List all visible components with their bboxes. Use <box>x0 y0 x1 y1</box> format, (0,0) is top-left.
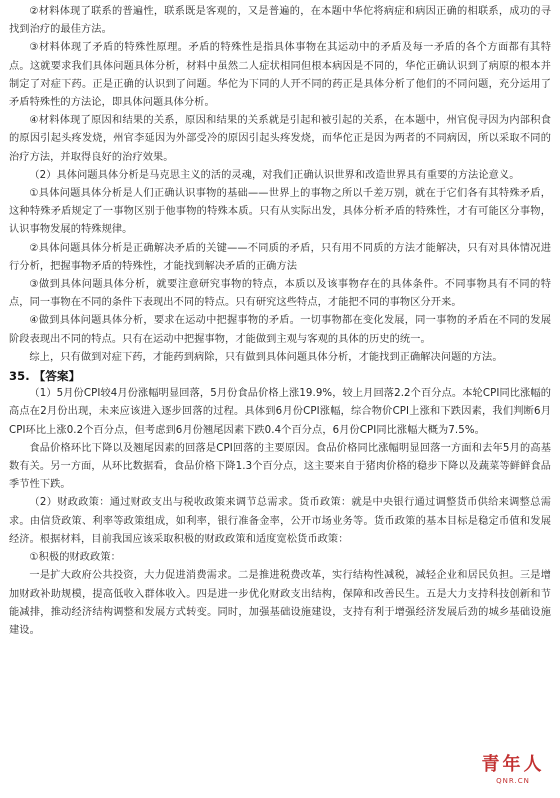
answer-fiscal-measures: 一是扩大政府公共投资，大力促进消费需求。二是推进税费改革，实行结构性减税，减轻企业和居民负担。三是增加财政补助规模，提高低收入群体收入。四是进一步优化财政支出结构，保障和改善民生。五是大力支持科技创新和节能减排，推动经济结构调整和发展方式转变。同时，加强基础设施建设，支持有利于增强经济发展后劲的城乡基础设施建设。 <box>9 570 551 636</box>
paragraph-part-2-intro: （2）具体问题具体分析是马克思主义的活的灵魂，对我们正确认识世界和改造世界具有重要的方法论意义。 <box>29 169 520 181</box>
answer-policy-paragraph: （2）财政政策：通过财政支出与税收政策来调节总需求。货币政策：就是中央银行通过调整货币供给来调整总需求。由信贷政策、利率等政策组成，如利率，银行准备金率，公开市场业务等。货币政策的基本目标是稳定币值和发展经济。根据材料，目前我国应该采取积极的财政政策和适度宽松货币政策： <box>9 497 551 545</box>
watermark-sub-text: QNR.CN <box>496 777 530 785</box>
paragraph-conclusion: 综上，只有做到对症下药，才能药到病除，只有做到具体问题具体分析，才能找到正确解决问题的方法。 <box>29 351 503 363</box>
question-35-heading <box>9 367 551 385</box>
paragraph-cause-effect: ④材料体现了原因和结果的关系，原因和结果的关系就是引起和被引起的关系，在本题中，州官倪寻因为内部积食的原因引起头疼发烧，州官李延因为外部受冷的原因引起头疼发烧，而华佗正是因为两者的不同病因，所以采取不同的治疗方法，并取得良好的治疗效果。 <box>9 115 551 163</box>
paragraph-contradiction-particularity: ③材料体现了矛盾的特殊性原理。矛盾的特殊性是指具体事物在其运动中的矛盾及每一矛盾的各个方面都有其特点。这就要求我们具体问题具体分析，材料中虽然二人症状相同但根本病因是不同的，华佗正确认识到了病原的根本并制定了对症下药。正是正确的认识到了问题。华佗为下同的人开不同的药正是具体分析了他们的不同问题，充分运用了矛盾特殊性的方法论，即具体问题具体分析。 <box>9 42 551 109</box>
answer-cpi-paragraph: （1）5月份CPI较4月份涨幅明显回落，5月份食品价格上涨19.9%，较上月回落2.2个百分点。本轮CPI同比涨幅的高点在2月份出现，未来应该进入逐步回落的过程。具体到6月份CPI涨幅，综合物价CPI上涨和下跌因素，我们判断6月CPI环比上涨0.2个百分点，但考虑到6月份翘尾因素下跌0.4个百分点，6月份CPI同比涨幅大概为7.5%。 <box>9 388 551 436</box>
answer-document <box>9 3 551 640</box>
paragraph-point-3: ③做到具体问题具体分析，就要注意研究事物的特点，本质以及该事物存在的具体条件。不同事物具有不同的特点，同一事物在不同的条件下表现出不同的特点。只有研究这些特点，才能把不同的事物区分开来。 <box>9 279 551 309</box>
answer-label: 【答案】 <box>33 369 81 384</box>
paragraph-point-1: ①具体问题具体分析是人们正确认识事物的基础——世界上的事物之所以千差万别，就在于它们各有其特殊矛盾，这种特殊矛盾规定了一事物区别于他事物的特殊本质。只有从实际出发，具体分析矛盾的特殊性，才有可能区分事物，认识事物发展的特殊规律。 <box>9 188 551 236</box>
question-number: 35. <box>9 369 30 384</box>
answer-food-price-paragraph: 食品价格环比下降以及翘尾因素的回落是CPI回落的主要原因。食品价格同比涨幅明显回落一方面和去年5月的高基数有关。另一方面，从环比数据看，食品价格下降1.3个百分点，这主要来自于猪肉价格的稳步下降以及蔬菜等鲜鲜食品季节性下跌。 <box>9 442 551 491</box>
paragraph-link-universality: ②材料体现了联系的普遍性，联系既是客观的，又是普遍的，在本题中华佗将病症和病因正确的相联系，成功的寻找到治疗的最佳方法。 <box>9 6 551 36</box>
paragraph-point-4: ④做到具体问题具体分析，要求在运动中把握事物的矛盾。一切事物都在变化发展，同一事物的矛盾在不同的发展阶段表现出不同的特点。只有在运动中把握事物，才能做到主观与客观的具体的历史的统一。 <box>9 315 551 345</box>
site-watermark-logo <box>474 754 552 792</box>
watermark-main-text: 青年人 <box>481 754 545 775</box>
paragraph-point-2: ②具体问题具体分析是正确解决矛盾的关键——不同质的矛盾，只有用不同质的方法才能解决，只有对具体情况进行分析，把握事物矛盾的特殊性，才能找到解决矛盾的正确方法 <box>9 242 551 272</box>
answer-fiscal-heading: ①积极的财政政策： <box>29 552 121 564</box>
